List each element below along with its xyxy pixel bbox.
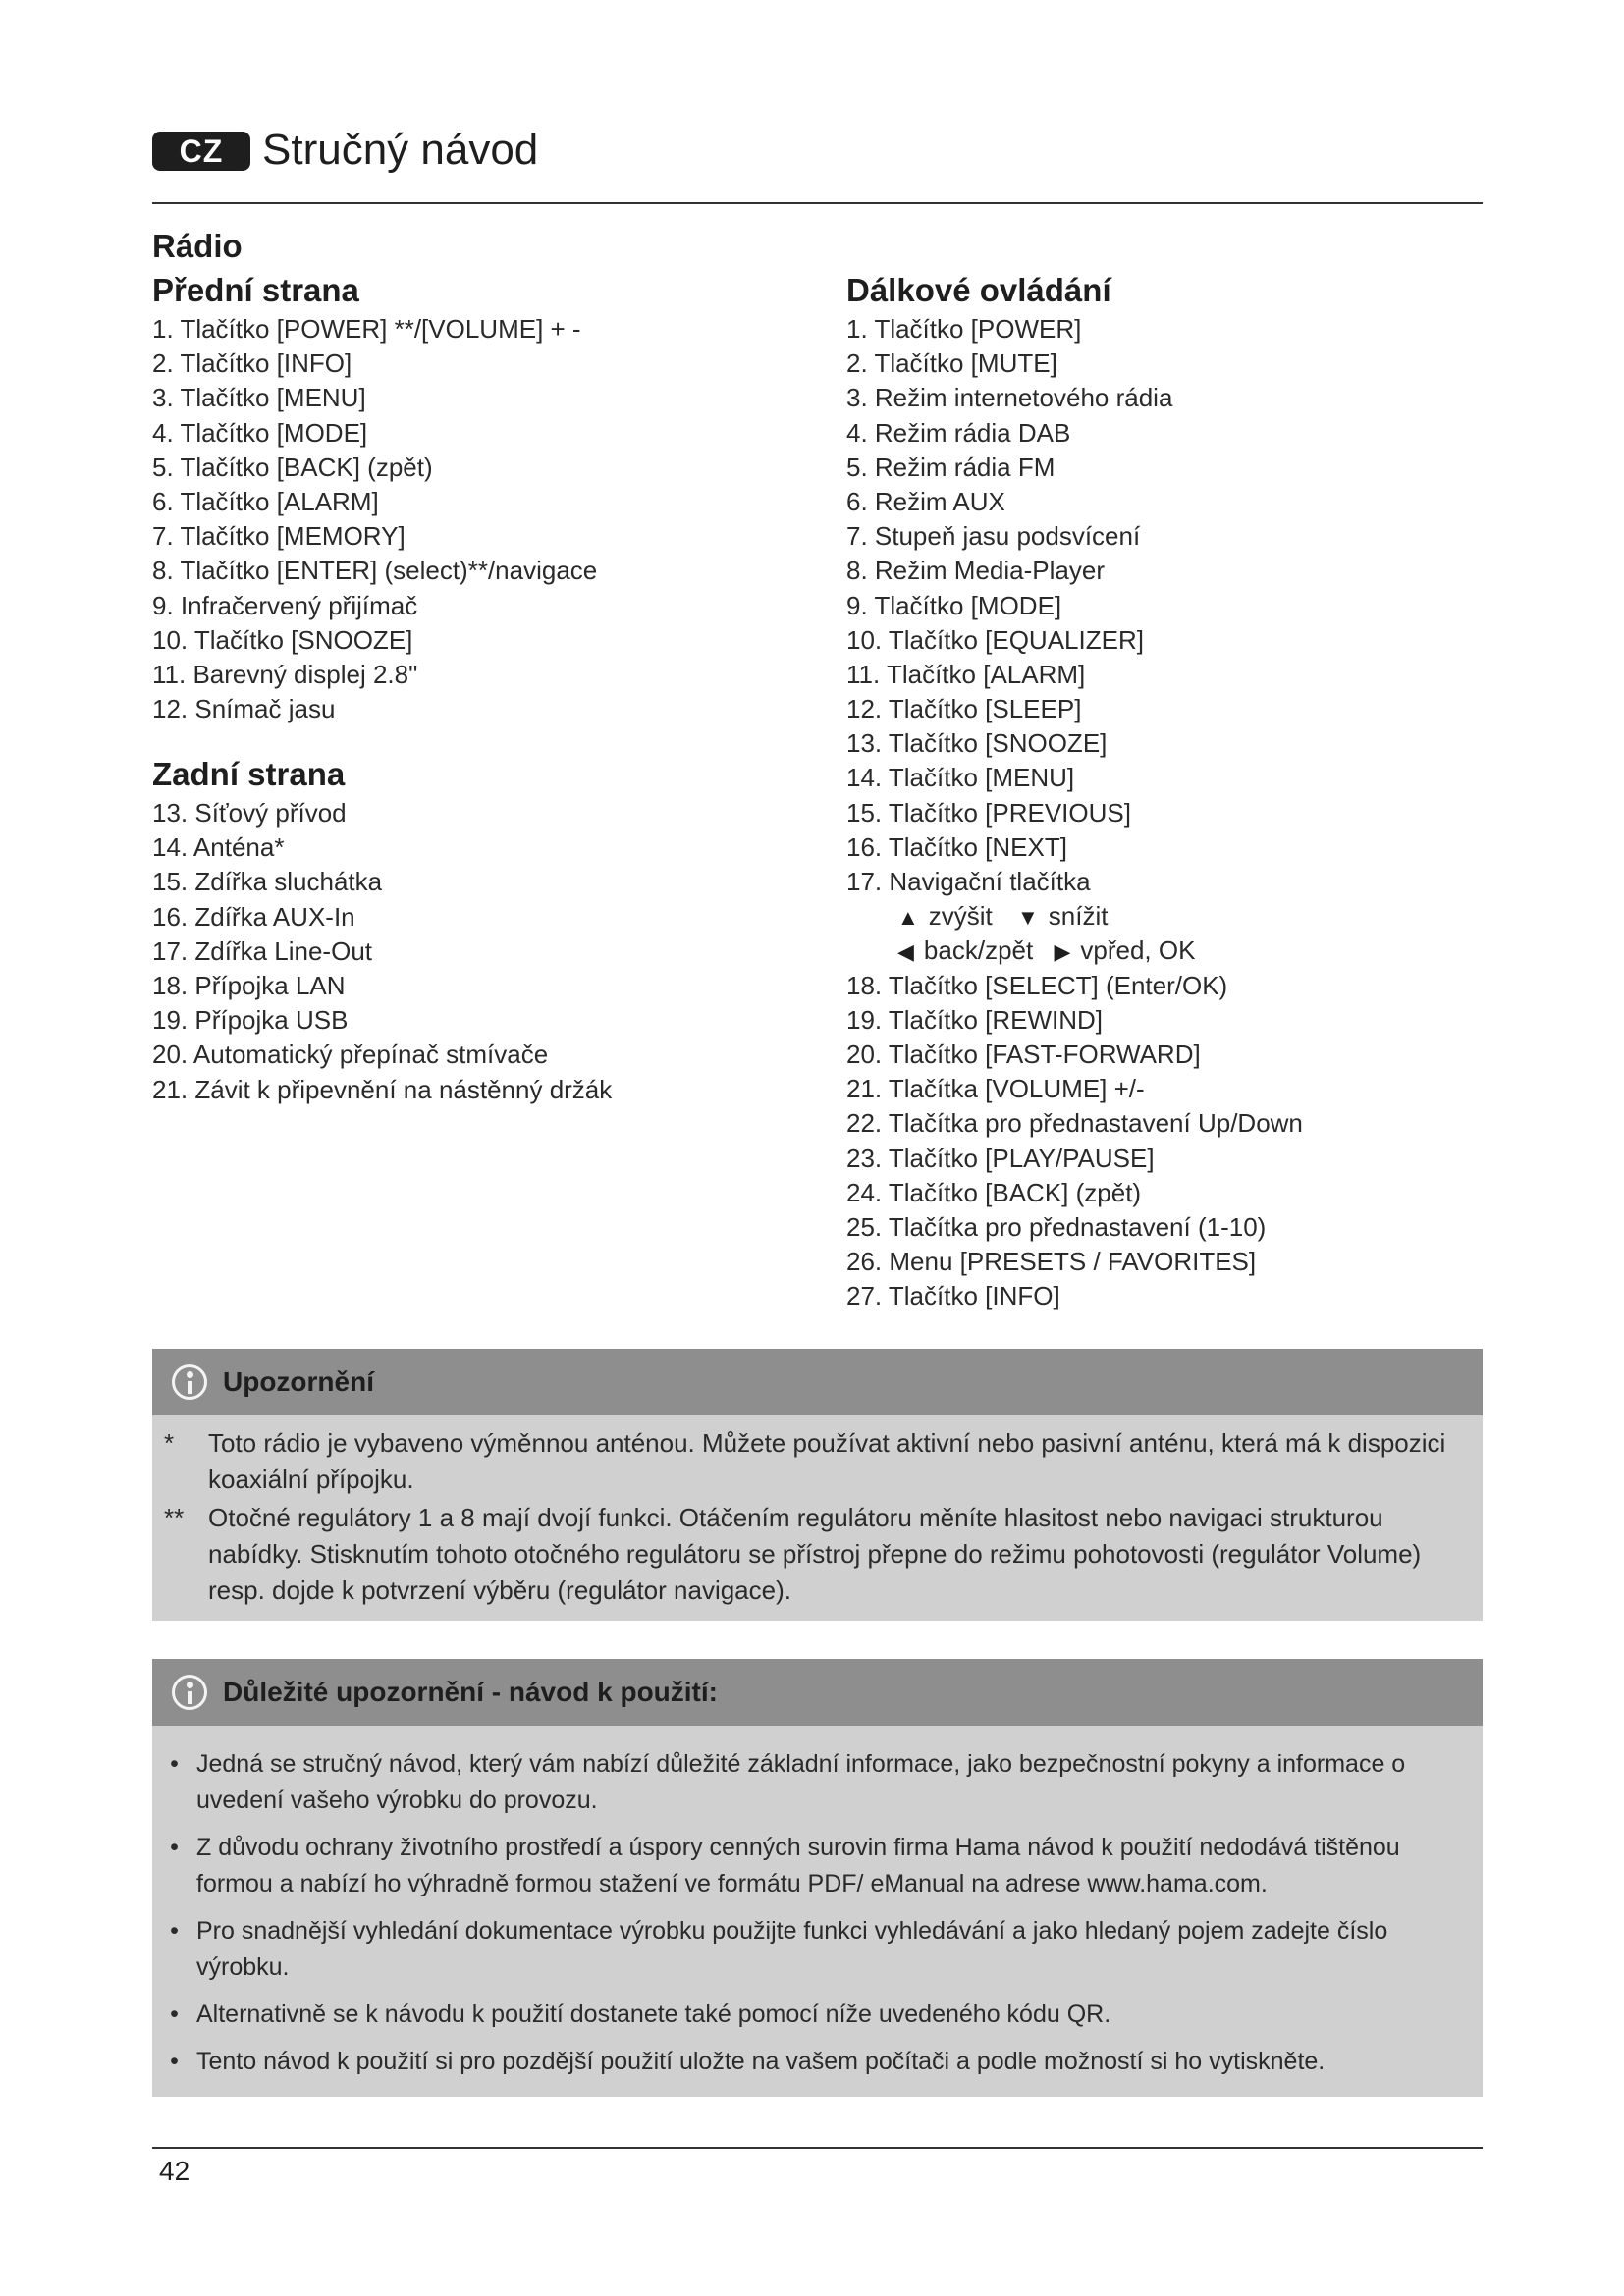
list-item: 20. Tlačítko [FAST-FORWARD]: [846, 1039, 1201, 1069]
info-icon: [172, 1675, 207, 1710]
page-title: Stručný návod: [262, 126, 539, 174]
nav-right-label: vpřed, OK: [1080, 935, 1196, 966]
bullet-item: • Tento návod k použití si pro pozdější použití uložte na vašem počítači a podle možností si ho vytiskněte.: [170, 2048, 1326, 2075]
footnote-mark: **: [164, 1503, 185, 1532]
list-item: 11. Tlačítko [ALARM]: [846, 659, 1086, 689]
list-item: 8. Režim Media-Player: [846, 556, 1105, 586]
list-item: 1. Tlačítko [POWER] **/[VOLUME] + -: [152, 314, 581, 344]
info-icon: [172, 1364, 207, 1400]
list-item: 23. Tlačítko [PLAY/PAUSE]: [846, 1143, 1155, 1173]
notice-header: [152, 1349, 1483, 1415]
list-item: 26. Menu [PRESETS / FAVORITES]: [846, 1247, 1257, 1277]
list-item: 15. Tlačítko [PREVIOUS]: [846, 797, 1131, 828]
nav-down-label: snížit: [1048, 901, 1109, 932]
bullet-item: • Jedná se stručný návod, který vám nabízí důležité základní informace, jako bezpečnostní pokyny a informace o uvedení vašeho výrobku do provozu.: [170, 1750, 1406, 1814]
list-item: 1. Tlačítko [POWER]: [846, 314, 1082, 344]
language-badge: CZ: [152, 132, 250, 171]
notice-title: Upozornění: [223, 1366, 374, 1397]
list-item: 21. Závit k připevnění na nástěnný držák: [152, 1074, 613, 1104]
list-item: 20. Automatický přepínač stmívače: [152, 1040, 549, 1070]
radio-heading: Rádio: [152, 228, 243, 264]
bottom-divider: [152, 2147, 1483, 2149]
list-item: 2. Tlačítko [INFO]: [152, 348, 352, 379]
list-item: 7. Stupeň jasu podsvícení: [846, 521, 1141, 552]
list-item: 22. Tlačítka pro přednastavení Up/Down: [846, 1108, 1303, 1139]
arrow-down-icon: ▼: [1017, 905, 1039, 931]
arrow-left-icon: ◀: [897, 939, 914, 965]
arrow-right-icon: ▶: [1054, 939, 1071, 965]
list-item: 6. Režim AUX: [846, 486, 1005, 516]
list-item: 18. Přípojka LAN: [152, 970, 346, 1000]
list-item: 19. Přípojka USB: [152, 1005, 349, 1036]
list-item: 14. Tlačítko [MENU]: [846, 763, 1075, 793]
bullet-item: • Z důvodu ochrany životního prostředí a úspory cenných surovin firma Hama návod k použití nedodává tištěnou formou a nabízí ho výhradně formou stažení ve formátu PDF/ eManual na adrese www.hama.com.: [170, 1834, 1400, 1897]
list-item: 8. Tlačítko [ENTER] (select)**/navigace: [152, 556, 598, 586]
list-item: 24. Tlačítko [BACK] (zpět): [846, 1177, 1142, 1207]
list-item: 13. Tlačítko [SNOOZE]: [846, 728, 1108, 759]
bullet-item: • Pro snadnější vyhledání dokumentace výrobku použijte funkci vyhledávání a jako hledaný pojem zadejte číslo výrobku.: [170, 1917, 1388, 1981]
important-notice-title: Důležité upozornění - návod k použití:: [223, 1677, 718, 1707]
list-item: 10. Tlačítko [SNOOZE]: [152, 624, 413, 655]
front-side-list: [152, 312, 597, 726]
list-item: 15. Zdířka sluchátka: [152, 867, 383, 897]
bullet-item: • Alternativně se k návodu k použití dostanete také pomocí níže uvedeného kódu QR.: [170, 2001, 1111, 2028]
page-number: 42: [159, 2156, 190, 2186]
remote-control-list: [846, 312, 1303, 1313]
list-item: 7. Tlačítko [MEMORY]: [152, 521, 406, 552]
list-item: 5. Tlačítko [BACK] (zpět): [152, 452, 433, 482]
important-notice-body: [152, 1726, 1483, 2097]
list-item: 3. Tlačítko [MENU]: [152, 383, 366, 413]
arrow-up-icon: ▲: [897, 905, 919, 931]
remote-control-heading: Dálkové ovládání: [846, 272, 1111, 308]
list-item: 18. Tlačítko [SELECT] (Enter/OK): [846, 970, 1228, 1000]
list-item: 11. Barevný displej 2.8": [152, 659, 418, 689]
top-divider: [152, 202, 1483, 204]
list-item: 19. Tlačítko [REWIND]: [846, 1004, 1104, 1035]
list-item: 10. Tlačítko [EQUALIZER]: [846, 624, 1144, 655]
list-item: 27. Tlačítko [INFO]: [846, 1281, 1060, 1311]
footnote: [152, 1425, 1483, 1498]
list-item: 9. Tlačítko [MODE]: [846, 590, 1062, 620]
list-item: 4. Tlačítko [MODE]: [152, 417, 368, 448]
list-item: 12. Tlačítko [SLEEP]: [846, 694, 1082, 724]
list-item: 9. Infračervený přijímač: [152, 590, 418, 620]
list-item: 21. Tlačítka [VOLUME] +/-: [846, 1074, 1145, 1104]
list-item: 17. Navigační tlačítka: [846, 867, 1091, 896]
footnote-text: Toto rádio je vybaveno výměnnou anténou. Můžete používat aktivní nebo pasivní anténu, která má k dispozici koaxiální přípojku.: [208, 1428, 1446, 1494]
list-item: 3. Režim internetového rádia: [846, 383, 1173, 413]
list-item: 2. Tlačítko [MUTE]: [846, 348, 1057, 379]
nav-left-label: back/zpět: [923, 935, 1034, 966]
footnote-mark: *: [164, 1428, 175, 1458]
list-item: 5. Režim rádia FM: [846, 452, 1056, 482]
notice-box: [152, 1349, 1483, 1621]
nav-sub-item-horizontal: [846, 934, 1303, 968]
important-notice-header: [152, 1659, 1483, 1726]
list-item: 16. Zdířka AUX-In: [152, 901, 355, 932]
list-item: 12. Snímač jasu: [152, 694, 336, 724]
nav-sub-item-vertical: [846, 899, 1303, 934]
list-item: 4. Režim rádia DAB: [846, 417, 1071, 448]
list-item: 6. Tlačítko [ALARM]: [152, 486, 379, 516]
list-item: 17. Zdířka Line-Out: [152, 935, 372, 966]
front-side-heading: Přední strana: [152, 272, 359, 308]
list-item: 25. Tlačítka pro přednastavení (1-10): [846, 1211, 1267, 1242]
footnote-text: Otočné regulátory 1 a 8 mají dvojí funkci. Otáčením regulátoru měníte hlasitost nebo navigaci strukturou nabídky. Stisknutím tohoto otočného regulátoru se přístroj přepne do režimu pohotovosti (regulátor Volume) resp. dojde k potvrzení výběru (regulátor navigace).: [208, 1503, 1422, 1605]
nav-up-label: zvýšit: [928, 901, 993, 932]
back-side-list: [152, 796, 612, 1107]
list-item: 14. Anténa*: [152, 832, 285, 863]
list-item: 13. Síťový přívod: [152, 798, 347, 828]
list-item: 16. Tlačítko [NEXT]: [846, 831, 1067, 862]
header: [152, 126, 1483, 175]
notice-body: [152, 1415, 1483, 1621]
footnote: [152, 1500, 1483, 1609]
back-side-heading: Zadní strana: [152, 756, 346, 792]
important-notice-box: [152, 1659, 1483, 2097]
